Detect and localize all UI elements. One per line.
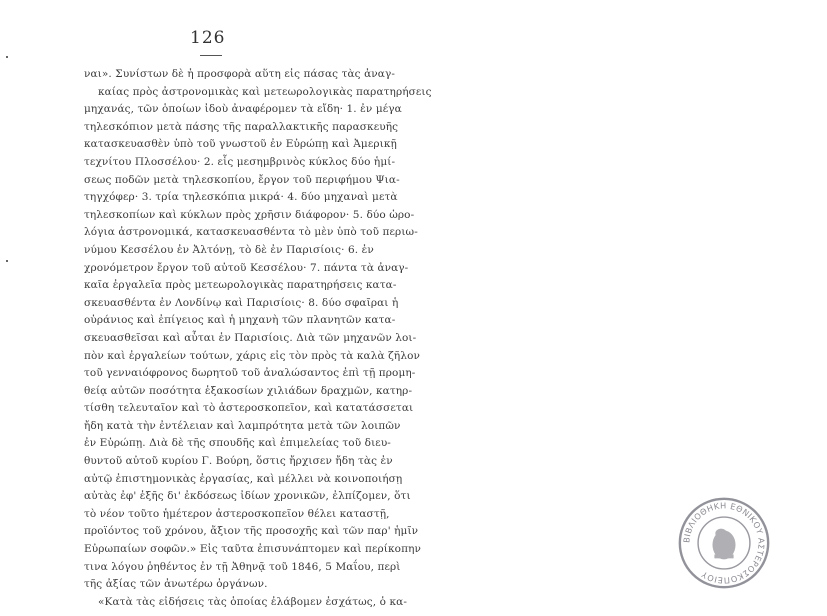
text-line: σκευασθεῖσαι καὶ αὗται ἐν Παρισίοις. Διὰ τῶν μηχανῶν λοι- bbox=[84, 331, 417, 344]
text-line: τηλεσκόπιον μετὰ πάσης τῆς παραλλακτικῆς παρασκευῆς bbox=[84, 120, 399, 133]
text-line: κατασκευασθὲν ὑπὸ τοῦ γνωστοῦ ἐν Εὐρώπῃ καὶ Ἀμερικῇ bbox=[84, 138, 397, 151]
text-line: νύμου Κεσσέλου ἐν Ἀλτόνῃ, τὸ δὲ ἐν Παρισίοις· 6. ἐν bbox=[84, 243, 374, 256]
text-line: τίσθη τελευταῖον καὶ τὸ ἀστεροσκοπεῖον, καὶ κατατάσσεται bbox=[84, 402, 414, 415]
page-number: 126 bbox=[190, 28, 226, 48]
text-line: οὐράνιος καὶ ἐπίγειος καὶ ἡ μηχανὴ τῶν πλανητῶν κατα- bbox=[84, 314, 396, 327]
text-line: τοῦ γενναιόφρονος δωρητοῦ τοῦ ἀναλώσαντος ἐπὶ τῇ προμη- bbox=[84, 367, 416, 380]
stamp-emblem bbox=[712, 529, 735, 560]
stamp-inscription: ΒΙΒΛΙΟΘΗΚΗ ΕΘΝΙΚΟΥ ΑΣΤΕΡΟΣΚΟΠΕΙΟΥ bbox=[681, 500, 767, 586]
text-line: τηγχόφερ· 3. τρία τηλεσκόπια μικρά· 4. δύο μηχαναὶ μετὰ bbox=[84, 191, 398, 204]
text-line: χρονόμετρον ἔργον τοῦ αὐτοῦ Κεσσέλου· 7. πάντα τὰ ἀναγ- bbox=[84, 261, 409, 274]
text-line: τηλεσκοπίων καὶ κύκλων πρὸς χρῆσιν διάφορον· 5. δύο ὡρο- bbox=[84, 208, 415, 221]
text-line: ναι». Συνίστων δὲ ἡ προσφορὰ αὕτη εἰς πάσας τὰς ἀναγ- bbox=[84, 68, 395, 80]
margin-dot-middle bbox=[6, 260, 8, 262]
text-line: αὐτῷ ἐπιστημονικὰς ἐργασίας, καὶ μέλλει νὰ κοινοποιήσῃ bbox=[84, 472, 403, 485]
text-line: «Κατὰ τὰς εἰδήσεις τὰς ὁποίας ἐλάβομεν ἐσχάτως, ὁ κα- bbox=[98, 595, 408, 608]
text-line: ἤδη κατὰ τὴν ἐντέλειαν καὶ λαμπρότητα μετὰ τῶν λοιπῶν bbox=[84, 419, 401, 432]
text-line: θείᾳ αὐτῶν ποσότητα ἑξακοσίων χιλιάδων δραχμῶν, κατηρ- bbox=[84, 384, 413, 397]
text-line: καίας πρὸς ἀστρονομικὰς καὶ μετεωρολογικὰς παρατηρήσεις bbox=[98, 85, 432, 98]
text-line: τεχνίτου Πλοσσέλου· 2. εἷς μεσημβρινὸς κύκλος δύο ἡμί- bbox=[84, 155, 396, 168]
text-line: θυντοῦ αὐτοῦ κυρίου Γ. Βούρη, ὅστις ἤρχισεν ἤδη τὰς ἐν bbox=[84, 455, 393, 468]
text-line: τῆς ἀξίας τῶν ἀνωτέρω ὀργάνων. bbox=[84, 578, 268, 591]
text-block bbox=[84, 66, 432, 611]
text-line: τὸ νέον τοῦτο ἡμέτερον ἀστεροσκοπεῖον θέλει καταστῇ, bbox=[84, 507, 390, 520]
library-stamp-icon bbox=[676, 495, 772, 591]
page-number-rule bbox=[200, 55, 222, 56]
text-line: σκευασθέντα ἐν Λονδίνῳ καὶ Παρισίοις· 8. δύο σφαῖραι ἡ bbox=[84, 296, 399, 309]
text-line: Εὐρωπαίων σοφῶν.» Εἰς ταῦτα ἐπισυνάπτομεν καὶ περίκοπην bbox=[84, 543, 421, 556]
text-line: πὸν καὶ ἐργαλείων τούτων, χάρις εἰς τὸν πρὸς τὰ καλὰ ζῆλον bbox=[84, 349, 420, 362]
text-line: μηχανάς, τῶν ὁποίων ἰδοὺ ἀναφέρομεν τὰ εἴδη· 1. ἐν μέγα bbox=[84, 103, 402, 116]
text-line: αὐτὰς ἐφ' ἑξῆς δι' ἐκδόσεως ἰδίων χρονικῶν, ἐλπίζομεν, ὅτι bbox=[84, 490, 411, 503]
text-line: σεως ποδῶν μετὰ τηλεσκοπίου, ἔργον τοῦ περιφήμου Ψια- bbox=[84, 173, 400, 186]
margin-dot-top bbox=[6, 56, 8, 58]
text-line: λόγια ἀστρονομικά, κατασκευασθέντα τὸ μὲν ὑπὸ τοῦ περιω- bbox=[84, 226, 418, 239]
text-line: τινα λόγου ῥηθέντος ἐν τῇ Ἀθηνᾷ τοῦ 1846, 5 Μαΐου, περὶ bbox=[84, 560, 401, 573]
text-line: ἐν Εὐρώπῃ. Διὰ δὲ τῆς σπουδῆς καὶ ἐπιμελείας τοῦ διευ- bbox=[84, 437, 391, 450]
text-line: προϊόντος τοῦ χρόνου, ἄξιον τῆς προσοχῆς καὶ τῶν παρ' ἡμῖν bbox=[84, 525, 419, 538]
text-line: καῖα ἐργαλεῖα πρὸς μετεωρολογικὰς παρατηρήσεις κατα- bbox=[84, 279, 397, 292]
